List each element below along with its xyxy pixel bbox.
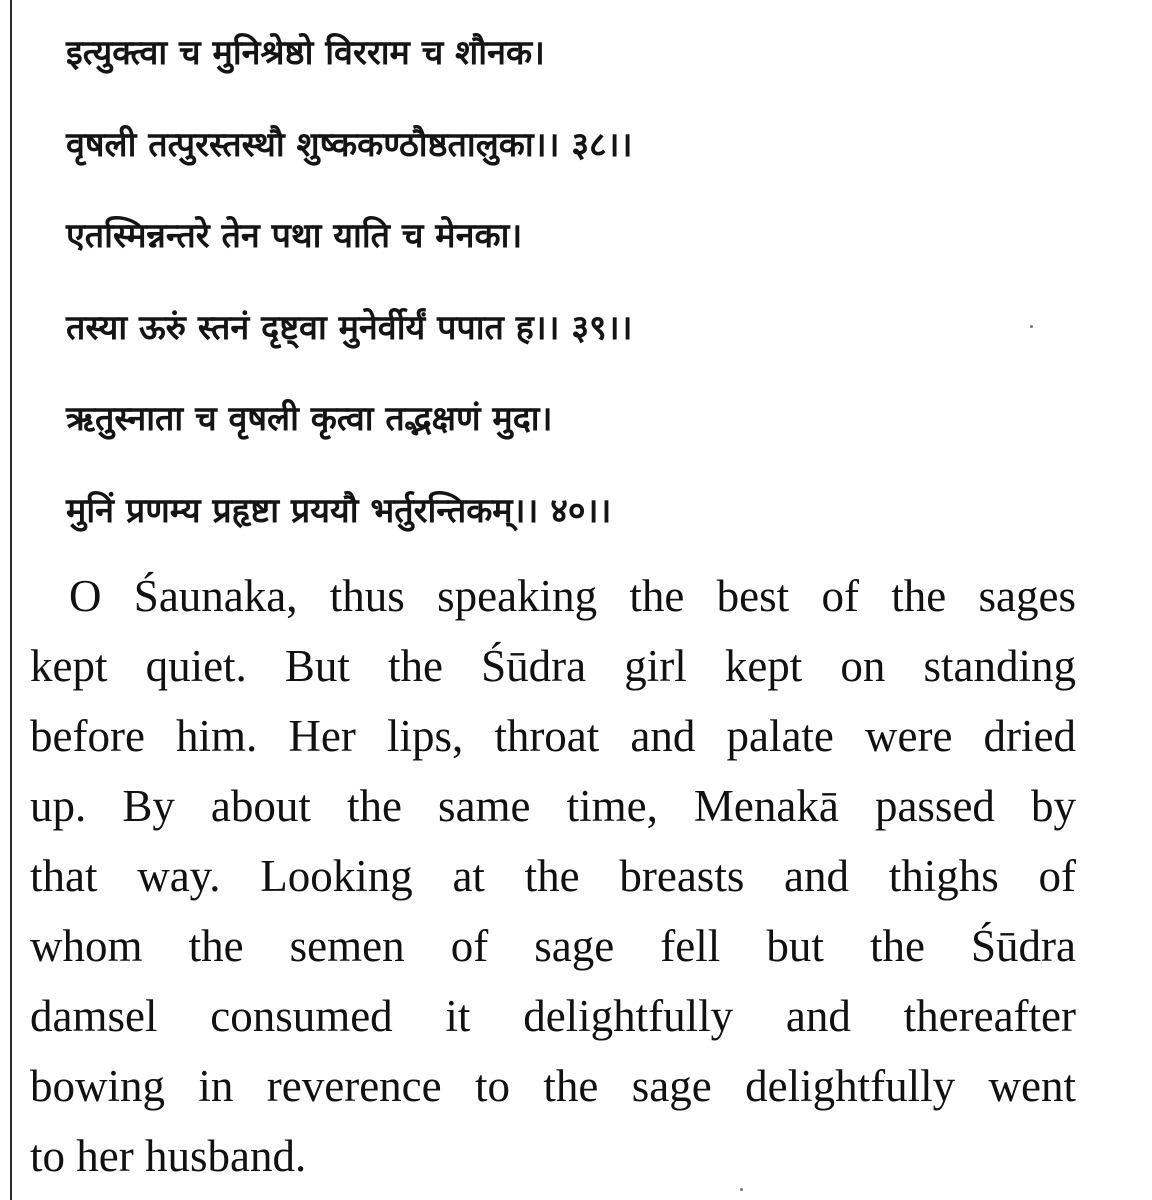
translation-line: before him. Her lips, throat and palate were dried: [30, 711, 1076, 761]
translation-line: O Śaunaka, thus speaking the best of the sages: [69, 571, 1076, 621]
translation-line: bowing in reverence to the sage delightfully went: [30, 1061, 1076, 1111]
verse-line: मुनिं प्रणम्य प्रहृष्टा प्रययौ भर्तुरन्तिकम्।। ४०।।: [66, 490, 612, 531]
translation-line: to her husband.: [30, 1131, 307, 1181]
sanskrit-verse-block: [66, 8, 1106, 557]
translation-line: that way. Looking at the breasts and thighs of: [30, 851, 1076, 901]
page-left-border: [10, 0, 12, 1200]
translation-line: whom the semen of sage fell but the Śūdra: [30, 921, 1076, 971]
translation-line: damsel consumed it delightfully and thereafter: [30, 991, 1076, 1041]
verse-line: एतस्मिन्नन्तरे तेन पथा याति च मेनका।: [66, 216, 523, 256]
scan-speck: [1030, 325, 1033, 328]
verse-line: तस्या ऊरुं स्तनं दृष्ट्वा मुनेर्वीर्यं पपात ह।। ३९।।: [66, 307, 633, 348]
verse-line: इत्युक्त्वा च मुनिश्रेष्ठो विरराम च शौनक।: [66, 33, 545, 73]
verse-line: वृषली तत्पुरस्तस्थौ शुष्ककण्ठौष्ठतालुका।। ३८।।: [66, 124, 633, 165]
english-translation-paragraph: [30, 566, 1076, 1196]
verse-line: ऋतुस्नाता च वृषली कृत्वा तद्भक्षणं मुदा।: [66, 399, 553, 439]
translation-line: kept quiet. But the Śūdra girl kept on standing: [30, 641, 1076, 691]
scan-speck: [740, 1188, 743, 1191]
translation-line: up. By about the same time, Menakā passed by: [30, 781, 1076, 831]
